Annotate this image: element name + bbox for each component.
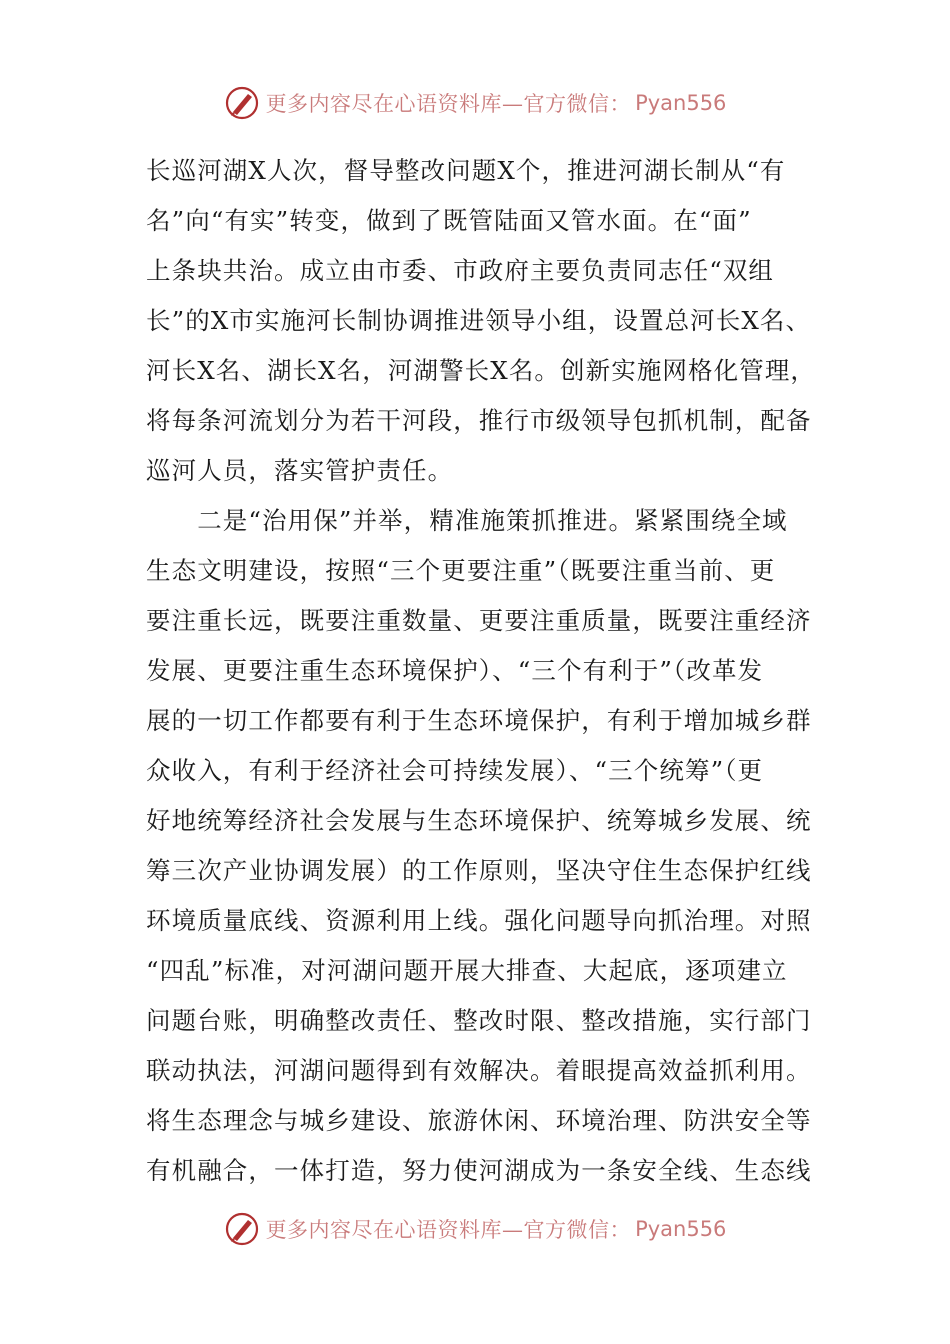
watermark-text: 更多内容尽在心语资料库—官方微信： [265,92,632,116]
pen-logo-icon [224,1211,260,1247]
body-line: 有机融合，一体打造，努力使河湖成为一条安全线、生态线 [146,1156,812,1185]
body-line: 长”的X市实施河长制协调推进领导小组，设置总河长X名、 [146,306,812,335]
body-line: 筹三次产业协调发展）的工作原则，坚决守住生态保护红线 [146,856,812,885]
watermark-handle: Pyan556 [635,91,727,115]
body-line: 生态文明建设，按照“三个更要注重”（既要注重当前、更 [146,556,776,585]
body-line: 好地统筹经济社会发展与生态环境保护、统筹城乡发展、统 [146,806,812,835]
watermark-handle: Pyan556 [635,1217,727,1241]
body-line: 发展、更要注重生态环境保护）、“三个有利于”（改革发 [146,656,764,685]
watermark-text: 更多内容尽在心语资料库—官方微信： [265,1218,632,1242]
body-line: 将每条河流划分为若干河段，推行市级领导包抓机制，配备 [146,406,812,435]
body-line: 将生态理念与城乡建设、旅游休闲、环境治理、防洪安全等 [146,1106,812,1135]
header-watermark [0,83,950,123]
body-line: 要注重长远，既要注重数量、更要注重质量，既要注重经济 [146,606,812,635]
body-line: 环境质量底线、资源利用上线。强化问题导向抓治理。对照 [146,906,812,935]
body-line: 问题台账，明确整改责任、整改时限、整改措施，实行部门 [146,1006,812,1035]
document-body [146,146,817,1196]
body-line: 联动执法，河湖问题得到有效解决。着眼提高效益抓利用。 [146,1056,812,1085]
footer-watermark [0,1209,950,1249]
body-line: 巡河人员，落实管护责任。 [146,456,454,485]
body-line: “四乱”标准，对河湖问题开展大排查、大起底，逐项建立 [146,956,788,985]
body-line: 展的一切工作都要有利于生态环境保护，有利于增加城乡群 [146,706,812,735]
body-line: 河长X名、湖长X名，河湖警长X名。创新实施网格化管理， [146,356,817,385]
body-line: 上条块共治。成立由市委、市政府主要负责同志任“双组 [146,256,775,285]
pen-logo-icon [224,85,260,121]
body-line: 众收入，有利于经济社会可持续发展）、“三个统筹”（更 [146,756,764,785]
body-line: 二是“治用保”并举，精准施策抓推进。紧紧围绕全域 [146,506,788,535]
body-line: 长巡河湖X人次，督导整改问题X个，推进河湖长制从“有 [146,156,786,185]
body-line: 名”向“有实”转变，做到了既管陆面又管水面。在“面” [146,206,752,235]
